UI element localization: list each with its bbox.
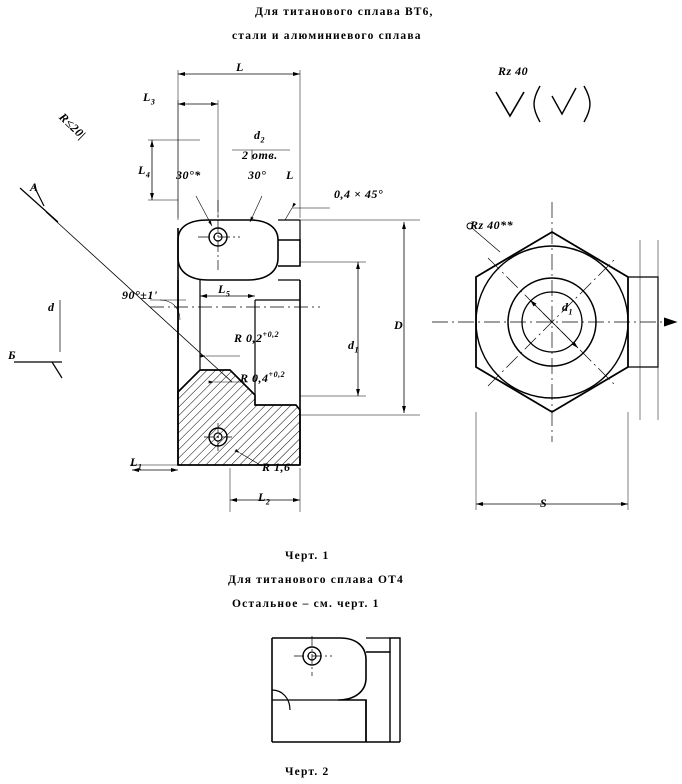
heading-line-4: Остальное – см. черт. 1 bbox=[232, 598, 380, 610]
label-section-A: А bbox=[30, 180, 39, 194]
heading-line-3: Для титанового сплава ОТ4 bbox=[228, 574, 404, 586]
fig2-step2 bbox=[390, 638, 400, 742]
label-angle-30: 30° bbox=[248, 168, 267, 182]
dim-label-d: d bbox=[48, 300, 55, 314]
dim-label-S: S bbox=[540, 496, 548, 510]
label-R04: R $0,4^{+0,2}$ bbox=[240, 370, 286, 385]
label-R16: R 1,6 bbox=[262, 460, 291, 474]
hex-right-arrow bbox=[664, 318, 676, 326]
label-chamfer: 0,4 × 45° bbox=[334, 187, 384, 201]
label-two-holes: 2 отв. bbox=[242, 148, 278, 162]
leader-30-star bbox=[196, 196, 212, 226]
fig1-hex-view bbox=[432, 202, 676, 510]
dim-label-D: D bbox=[394, 318, 404, 332]
arrow-B-flag bbox=[52, 362, 62, 378]
head-outline bbox=[178, 220, 278, 280]
label-angle-90: 90°±1' bbox=[122, 288, 158, 302]
dim-label-L2: $L_2$ bbox=[258, 490, 271, 507]
fig2-step bbox=[366, 652, 390, 742]
angle-90-arc bbox=[160, 300, 180, 320]
dim-label-L4: $L_4$ bbox=[138, 163, 151, 180]
dim-label-d1: $d_1$ bbox=[348, 338, 359, 355]
dim-label-d1-hex: $d_1$ bbox=[562, 300, 573, 317]
finish-paren-left bbox=[534, 86, 540, 122]
label-angle-30-star: 30°* bbox=[176, 168, 201, 182]
label-R20: R≤20| bbox=[56, 110, 89, 143]
fig2-head-outline bbox=[272, 638, 366, 742]
fig1-caption: Черт. 1 bbox=[285, 550, 330, 562]
label-section-B: Б bbox=[8, 348, 17, 362]
label-R02: R $0,2^{+0,2}$ bbox=[234, 330, 280, 345]
arrow-A-line bbox=[20, 188, 58, 222]
dim-label-L3: $L_3$ bbox=[143, 90, 156, 107]
dim-label-L1: $L_1$ bbox=[130, 455, 143, 472]
dim-label-L5: $L_5$ bbox=[218, 282, 231, 299]
surface-finish-label: Rz 40 bbox=[498, 64, 529, 78]
dim-label-d2: $d_2$ bbox=[254, 128, 265, 145]
head-step bbox=[278, 240, 300, 266]
heading-line-1: Для титанового сплава ВТ6, bbox=[255, 6, 434, 18]
finish-check-right bbox=[552, 88, 576, 114]
leader-chamfer2 bbox=[285, 208, 292, 220]
fig2-view bbox=[272, 636, 400, 742]
label-rz-hex: Rz 40** bbox=[470, 218, 514, 232]
surface-finish-symbol bbox=[496, 86, 590, 122]
heading-line-2: стали и алюминиевого сплава bbox=[232, 30, 422, 42]
fig2-caption: Черт. 2 bbox=[285, 766, 330, 778]
leader-30 bbox=[250, 196, 262, 222]
finish-check-left bbox=[496, 92, 524, 116]
finish-paren-right bbox=[584, 86, 590, 122]
dim-label-L: L bbox=[236, 60, 244, 74]
dim-label-L-small: L bbox=[286, 168, 294, 182]
